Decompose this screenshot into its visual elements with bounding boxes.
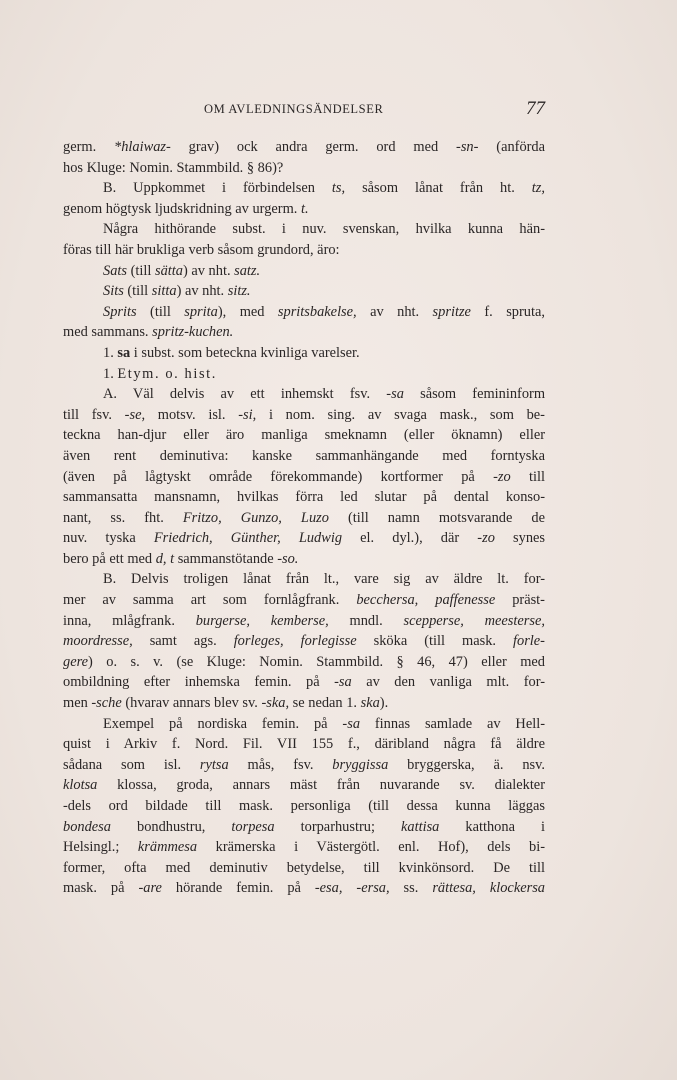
text-segment: till — [510, 468, 545, 485]
text-line — [63, 487, 545, 508]
text-segment: krämerska i Västergötl. enl. Hof), dels bi- — [197, 839, 545, 856]
text-segment: d, t — [155, 550, 175, 567]
text-segment: katthona i — [439, 818, 545, 835]
text-segment: Sits — [103, 283, 124, 300]
page-number: 77 — [526, 98, 545, 119]
text-segment: bryggissa — [332, 756, 389, 773]
text-line — [63, 631, 545, 652]
text-segment: (till — [127, 262, 155, 279]
text-line — [63, 796, 545, 817]
text-line — [63, 446, 545, 467]
text-segment: 1. — [103, 344, 118, 361]
text-segment: sådana som isl. — [63, 756, 200, 773]
text-line — [63, 672, 545, 693]
text-segment: samt ags. — [132, 633, 234, 650]
text-segment: klotsa — [63, 777, 98, 794]
text-segment: f. spruta, — [470, 303, 545, 320]
text-line — [63, 219, 545, 240]
text-segment: spritz-kuchen. — [152, 324, 234, 341]
text-line — [63, 302, 545, 323]
text-segment: ts, — [331, 180, 346, 197]
text-segment: (hvarav annars blev sv. — [121, 695, 262, 712]
text-line — [63, 528, 545, 549]
text-segment: kattisa — [401, 818, 440, 835]
text-segment: ss. — [389, 880, 433, 897]
text-segment: Sats — [103, 262, 127, 279]
text-segment: -sa — [342, 715, 361, 732]
body-text — [63, 137, 545, 899]
text-segment: B. Delvis troligen lånat från lt., vare sig av äldre lt. for- — [103, 571, 545, 588]
text-line — [63, 405, 545, 426]
text-segment: -sa — [386, 386, 404, 403]
text-segment: torparhustru; — [274, 818, 401, 835]
text-segment: ) o. s. v. (se Kluge: Nomin. Stammbild. § 46, 47) eller med — [88, 653, 545, 670]
text-segment: germ. — [63, 139, 115, 155]
text-segment: Friedrich, Günther, Ludwig — [153, 530, 343, 547]
text-line — [63, 549, 545, 570]
text-line — [63, 693, 545, 714]
text-segment: sitta — [151, 283, 177, 300]
text-line — [63, 178, 545, 199]
text-segment: el. dyl.), där — [342, 530, 478, 547]
text-segment: i nom. sing. av svaga mask., som be- — [256, 406, 545, 423]
text-line — [63, 137, 545, 158]
text-line — [63, 569, 545, 590]
text-segment: sitz. — [227, 283, 251, 300]
text-segment: men — [63, 695, 92, 712]
text-segment: scepperse, meesterse, — [403, 612, 545, 629]
text-segment: forleges, forlegisse — [233, 633, 357, 650]
text-line — [63, 590, 545, 611]
text-segment: spritze — [432, 303, 471, 320]
text-segment: Helsingl.; — [63, 839, 138, 856]
text-segment: mås, fsv. — [228, 756, 333, 773]
text-segment: A. Väl delvis av ett inhemskt fsv. — [103, 386, 387, 403]
text-segment: forle- — [513, 633, 545, 650]
text-segment: sammansatta mansnamn, hvilkas förra led slutar på dental konso- — [63, 489, 545, 506]
text-segment: mask. på — [63, 880, 139, 897]
page-header — [100, 100, 545, 124]
text-line — [63, 322, 545, 343]
text-segment: moordresse, — [63, 633, 133, 650]
text-segment: ) av nht. — [182, 262, 235, 279]
text-segment: gere — [63, 653, 89, 670]
text-segment: -sn- — [456, 139, 479, 155]
text-segment: tz, — [531, 180, 545, 197]
text-segment: ska — [360, 695, 380, 712]
text-segment: i subst. som beteckna kvinliga varelser. — [130, 344, 360, 361]
text-segment: föras till här brukliga verb såsom grundord, äro: — [63, 241, 340, 258]
text-segment: finnas samlade av Hell- — [360, 715, 545, 732]
text-line — [63, 734, 545, 755]
text-line — [63, 775, 545, 796]
text-segment: nuv. tyska — [63, 530, 154, 547]
text-segment: klossa, groda, annars mäst från nuvarande sv. dialekter — [97, 777, 545, 794]
text-segment: -se, — [124, 406, 146, 423]
text-segment: krämmesa — [137, 839, 198, 856]
text-line — [63, 652, 545, 673]
text-segment: bondesa — [63, 818, 111, 835]
text-line — [63, 714, 545, 735]
text-segment: spritsbakelse, — [277, 303, 357, 320]
text-segment: ombildning efter inhemska femin. på — [63, 674, 335, 691]
text-segment: -zo — [493, 468, 511, 485]
text-segment: -ska, — [261, 695, 290, 712]
text-line — [63, 158, 545, 179]
text-line — [63, 508, 545, 529]
text-segment: -dels ord bildade till mask. personliga (till dessa kunna läggas — [63, 798, 545, 814]
text-line — [63, 611, 545, 632]
text-segment: sa — [117, 344, 131, 361]
text-segment: -are — [138, 880, 162, 897]
text-line — [63, 858, 545, 879]
text-segment: -esa, -ersa, — [314, 880, 390, 897]
text-line — [63, 199, 545, 220]
text-line — [63, 281, 545, 302]
text-segment: rättesa, klockersa — [432, 880, 545, 897]
text-segment: quist i Arkiv f. Nord. Fil. VII 155 f., däribland några få äldre — [63, 736, 545, 753]
text-segment: hos Kluge: Nomin. Stammbild. § 86)? — [63, 159, 284, 176]
text-segment: mndl. — [328, 612, 404, 629]
text-segment: former, ofta med deminutiv betydelse, till kvinkönsord. De till — [63, 859, 545, 876]
text-segment: becchersa, paffenesse — [356, 592, 496, 609]
text-segment: sprita — [184, 303, 218, 320]
text-segment: genom högtysk ljudskridning av urgerm. — [63, 200, 301, 217]
running-head: OM AVLEDNINGSÄNDELSER — [204, 102, 384, 116]
text-segment: torpesa — [231, 818, 275, 835]
text-segment: (till — [123, 283, 152, 300]
text-segment: grav) ock andra germ. ord med — [170, 139, 457, 155]
text-segment: av den vanliga mlt. for- — [351, 674, 545, 691]
text-segment: *hlaiwaz- — [114, 139, 171, 155]
text-segment: satz. — [234, 262, 261, 279]
text-segment: -sche — [91, 695, 122, 712]
text-segment: -si, — [238, 406, 257, 423]
text-segment: rytsa — [199, 756, 229, 773]
text-segment: bero på ett med — [63, 550, 156, 567]
text-segment: ). — [379, 695, 389, 712]
text-segment: B. Uppkommet i förbindelsen — [103, 180, 332, 197]
text-segment: Fritzo, Gunzo, Luzo — [182, 509, 329, 526]
text-segment: ), med — [217, 303, 278, 320]
text-segment: se nedan 1. — [289, 695, 361, 712]
text-segment: nant, ss. fht. — [63, 509, 183, 526]
text-segment: Sprits — [103, 303, 137, 320]
text-segment: hörande femin. på — [161, 880, 315, 897]
text-segment: såsom femininform — [403, 386, 545, 403]
text-segment: -zo — [477, 530, 495, 547]
text-line — [63, 467, 545, 488]
text-segment: Exempel på nordiska femin. på — [103, 715, 343, 732]
text-segment: (till namn motsvarande de — [328, 509, 545, 526]
text-segment: motsv. isl. — [145, 406, 239, 423]
text-segment: Några hithörande subst. i nuv. svenskan, hvilka kunna hän- — [103, 221, 545, 238]
text-segment: med sammans. — [63, 324, 153, 341]
text-segment: burgerse, kemberse, — [195, 612, 329, 629]
text-segment: bryggerska, ä. nsv. — [388, 756, 545, 773]
text-segment: 1. — [103, 365, 118, 382]
text-line — [63, 343, 545, 364]
text-segment: ) av nht. — [176, 283, 228, 300]
text-segment: (även på lågtyskt område förekommande) kortformer på — [63, 468, 494, 485]
text-segment: t. — [300, 200, 309, 217]
text-line — [63, 364, 545, 385]
text-segment: sätta — [154, 262, 183, 279]
text-line — [63, 240, 545, 261]
text-segment: mer av samma art som fornlågfrank. — [63, 592, 357, 609]
text-segment: sköka (till mask. — [356, 633, 513, 650]
text-segment: (anförda — [478, 139, 545, 155]
text-line — [63, 261, 545, 282]
text-line — [63, 755, 545, 776]
text-line — [63, 837, 545, 858]
text-line — [63, 425, 545, 446]
text-segment: även rent deminutiva: kanske sammanhängande med forntyska — [63, 447, 545, 464]
text-segment: till fsv. — [63, 406, 125, 423]
text-segment: synes — [494, 530, 545, 547]
text-line — [63, 817, 545, 838]
text-segment: -sa — [334, 674, 352, 691]
text-segment: bondhustru, — [110, 818, 232, 835]
text-segment: sammanstötande — [174, 550, 278, 567]
text-line — [63, 384, 545, 405]
text-segment: av nht. — [356, 303, 433, 320]
text-segment: -so. — [277, 550, 299, 567]
text-segment: Etym. o. hist. — [117, 365, 217, 382]
text-segment: teckna han-djur eller äro manliga smeknamn (eller öknamn) eller — [63, 427, 545, 444]
text-segment: präst- — [495, 592, 545, 609]
text-segment: (till — [136, 303, 185, 320]
text-segment: såsom lånat från ht. — [345, 180, 532, 197]
text-line — [63, 878, 545, 899]
text-segment: inna, mlågfrank. — [63, 612, 196, 629]
